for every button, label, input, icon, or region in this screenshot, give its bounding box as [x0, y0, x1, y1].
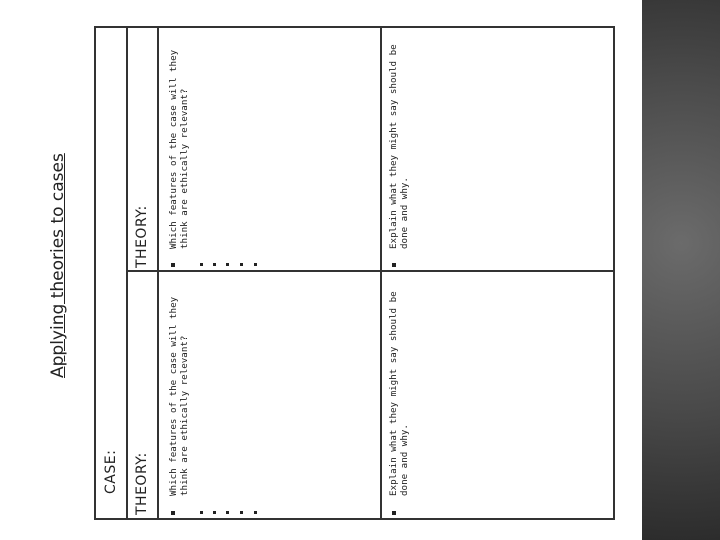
features-question-1: Which features of the case will they think are ethically relevant?	[168, 296, 190, 496]
bullet-icon	[171, 263, 175, 267]
case-label: CASE:	[103, 449, 119, 494]
slide-title: Applying theories to cases	[48, 153, 68, 378]
question-row-divider	[380, 26, 382, 520]
bullet-icon	[171, 511, 175, 515]
theory-row-divider	[157, 26, 159, 520]
column-divider	[126, 270, 615, 272]
theory-label-2: THEORY:	[134, 205, 150, 268]
decision-question-2: Explain what they might say should be done and why.	[388, 44, 410, 249]
bullet-icon	[392, 511, 396, 515]
decision-question-1: Explain what they might say should be done and why.	[388, 291, 410, 496]
case-row-divider	[126, 26, 128, 520]
features-question-2: Which features of the case will they think are ethically relevant?	[168, 49, 190, 249]
decorative-side-panel	[642, 0, 720, 540]
bullet-icon	[392, 263, 396, 267]
theory-label-1: THEORY:	[134, 452, 150, 515]
